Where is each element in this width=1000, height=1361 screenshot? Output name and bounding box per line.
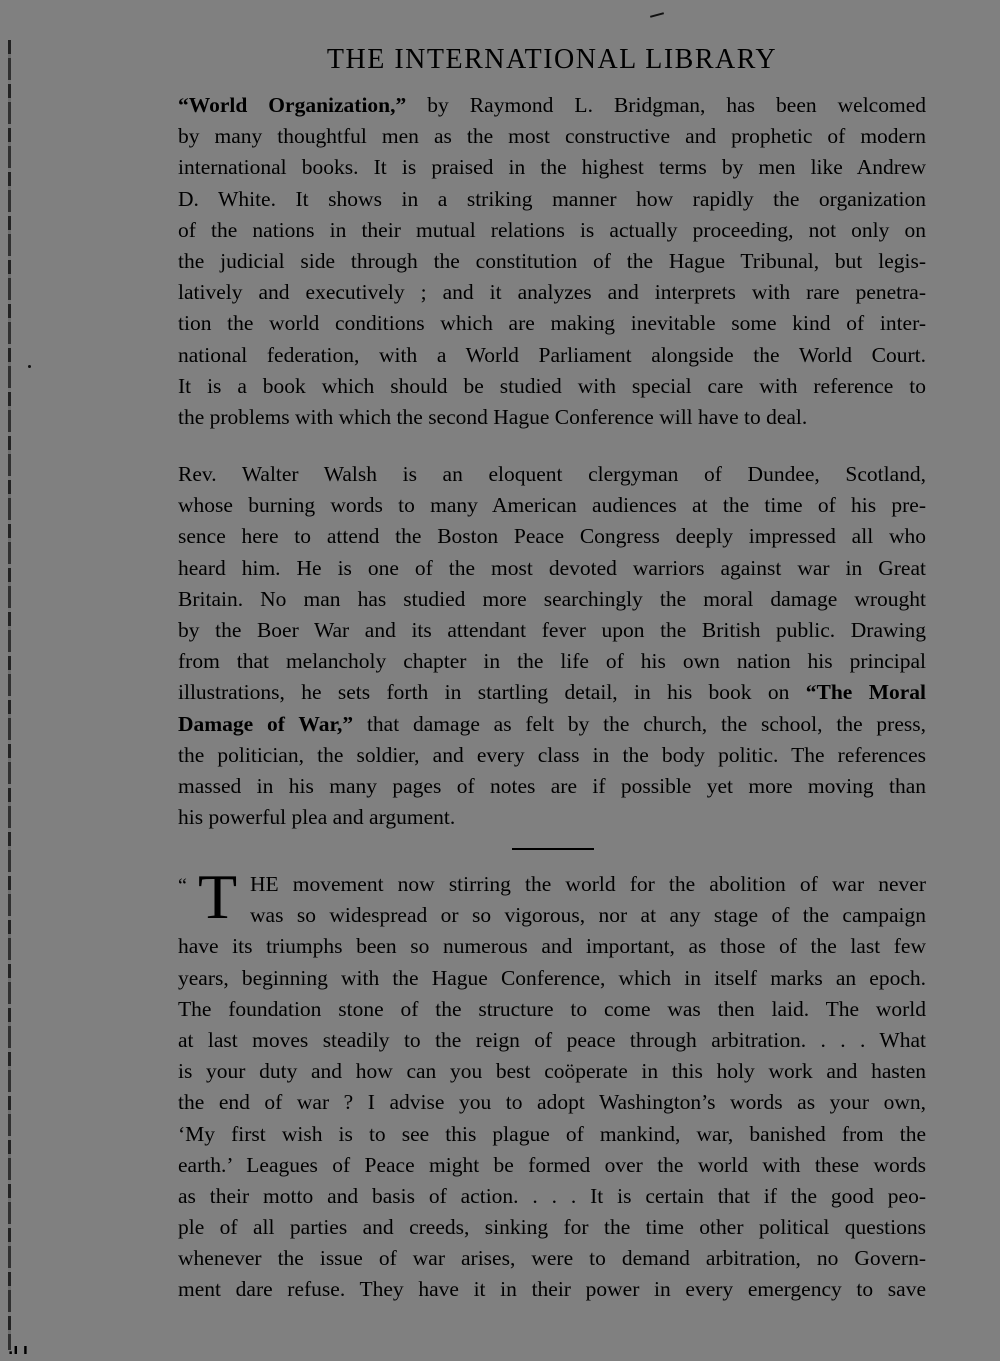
text-line	[178, 246, 926, 277]
text-segment: by the Boer War and its attendant fever upon the British public. Drawing	[178, 617, 926, 642]
text-segment: Britain. No man has studied more searchingly the moral damage wrought	[178, 586, 926, 611]
open-quote: “	[178, 875, 187, 897]
text-segment: It is a book which should be studied with special care with reference to	[178, 373, 926, 398]
text-line: ment dare refuse. They have it in their power in every emergency to save	[178, 1277, 926, 1302]
drop-cap: T	[198, 861, 238, 932]
text-segment: from that melancholy chapter in the life of his own nation his principal	[178, 649, 926, 674]
text-segment: by Raymond L. Bridgman, has been welcomed	[406, 93, 926, 117]
text-line	[178, 709, 926, 740]
section-divider	[512, 848, 594, 850]
text-segment: tion the world conditions which are making inevitable some kind of inter-	[178, 311, 926, 336]
scan-artifact: .ı ı	[8, 1342, 28, 1358]
paragraph-quotation	[178, 861, 926, 1306]
text-line	[178, 152, 926, 183]
text-line: have its triumphs been so numerous and important, as those of the last few	[178, 934, 926, 959]
text-line	[178, 308, 926, 339]
text-line	[178, 90, 926, 121]
text-line	[178, 615, 926, 646]
text-line: the end of war ? I advise you to adopt Washington’s words as your own,	[178, 1090, 926, 1115]
text-line: as their motto and basis of action. . . . It is certain that if the good peo-	[178, 1183, 926, 1208]
text-line	[178, 277, 926, 308]
text-segment: of the nations in their mutual relations is actually proceeding, not only on	[178, 217, 926, 242]
scan-mark	[650, 12, 664, 18]
text-line	[178, 184, 926, 215]
text-line	[178, 553, 926, 584]
book-title: “World Organization,”	[178, 93, 407, 117]
text-line: The foundation stone of the structure to come was then laid. The world	[178, 996, 926, 1021]
text-segment: by many thoughtful men as the most constructive and prophetic of modern	[178, 124, 926, 149]
book-title: “The Moral	[805, 680, 927, 705]
text-segment: D. White. It shows in a striking manner how rapidly the organization	[178, 186, 926, 211]
text-line	[178, 490, 926, 521]
text-line	[178, 402, 926, 433]
text-line	[178, 740, 926, 771]
text-line: ple of all parties and creeds, sinking for the time other political questions	[178, 1215, 926, 1240]
text-segment: whose burning words to many American audiences at the time of his pre-	[178, 493, 926, 518]
scan-speck	[28, 365, 31, 368]
text-line: was so widespread or so vigorous, nor at any stage of the campaign	[250, 903, 926, 928]
text-segment: international books. It is praised in the highest terms by men like Andrew	[178, 155, 926, 180]
text-line: ‘My first wish is to see this plague of mankind, war, banished from the	[178, 1121, 926, 1146]
text-segment: Rev. Walter Walsh is an eloquent clergyman of Dundee, Scotland,	[178, 462, 926, 486]
text-segment: illustrations, he sets forth in startling detail, in his book on	[178, 680, 806, 705]
text-segment: sence here to attend the Boston Peace Congress deeply impressed all who	[178, 524, 926, 549]
text-line: years, beginning with the Hague Conference, which in itself marks an epoch.	[178, 965, 926, 990]
book-title: Damage of War,”	[178, 711, 354, 736]
text-line: is your duty and how can you best coöperate in this holy work and hasten	[178, 1059, 926, 1084]
text-line	[178, 459, 926, 490]
text-line	[178, 121, 926, 152]
text-line	[178, 802, 926, 833]
text-segment: that damage as felt by the church, the school, the press,	[353, 711, 926, 736]
text-line	[178, 215, 926, 246]
text-segment: the politician, the soldier, and every class in the body politic. The references	[178, 742, 926, 767]
text-segment: national federation, with a World Parliament alongside the World Court.	[178, 342, 926, 367]
text-segment: heard him. He is one of the most devoted warriors against war in Great	[178, 555, 926, 580]
text-segment: the problems with which the second Hague Conference will have to deal.	[178, 404, 808, 429]
binding-edge-shadow	[8, 40, 11, 1350]
text-line-content: HE movement now stirring the world for the abolition of war never	[250, 872, 926, 896]
text-segment: massed in his many pages of notes are if possible yet more moving than	[178, 773, 926, 798]
text-line	[178, 521, 926, 552]
text-line	[178, 771, 926, 802]
text-segment: his powerful plea and argument.	[178, 805, 456, 830]
text-line: earth.’ Leagues of Peace might be formed over the world with these words	[178, 1152, 926, 1177]
text-line	[178, 340, 926, 371]
text-line	[178, 371, 926, 402]
running-head: THE INTERNATIONAL LIBRARY	[326, 44, 778, 75]
paragraph-world-organization	[178, 90, 926, 433]
text-line	[178, 584, 926, 615]
text-segment: latively and executively ; and it analyzes and interprets with rare penetra-	[178, 280, 926, 305]
text-line: at last moves steadily to the reign of peace through arbitration. . . . What	[178, 1027, 926, 1052]
text-line	[178, 646, 926, 677]
text-line: whenever the issue of war arises, were to demand arbitration, no Govern-	[178, 1246, 926, 1271]
paragraph-walter-walsh	[178, 459, 926, 833]
text-line	[178, 677, 926, 708]
text-segment: the judicial side through the constitution of the Hague Tribunal, but legis-	[178, 248, 926, 273]
